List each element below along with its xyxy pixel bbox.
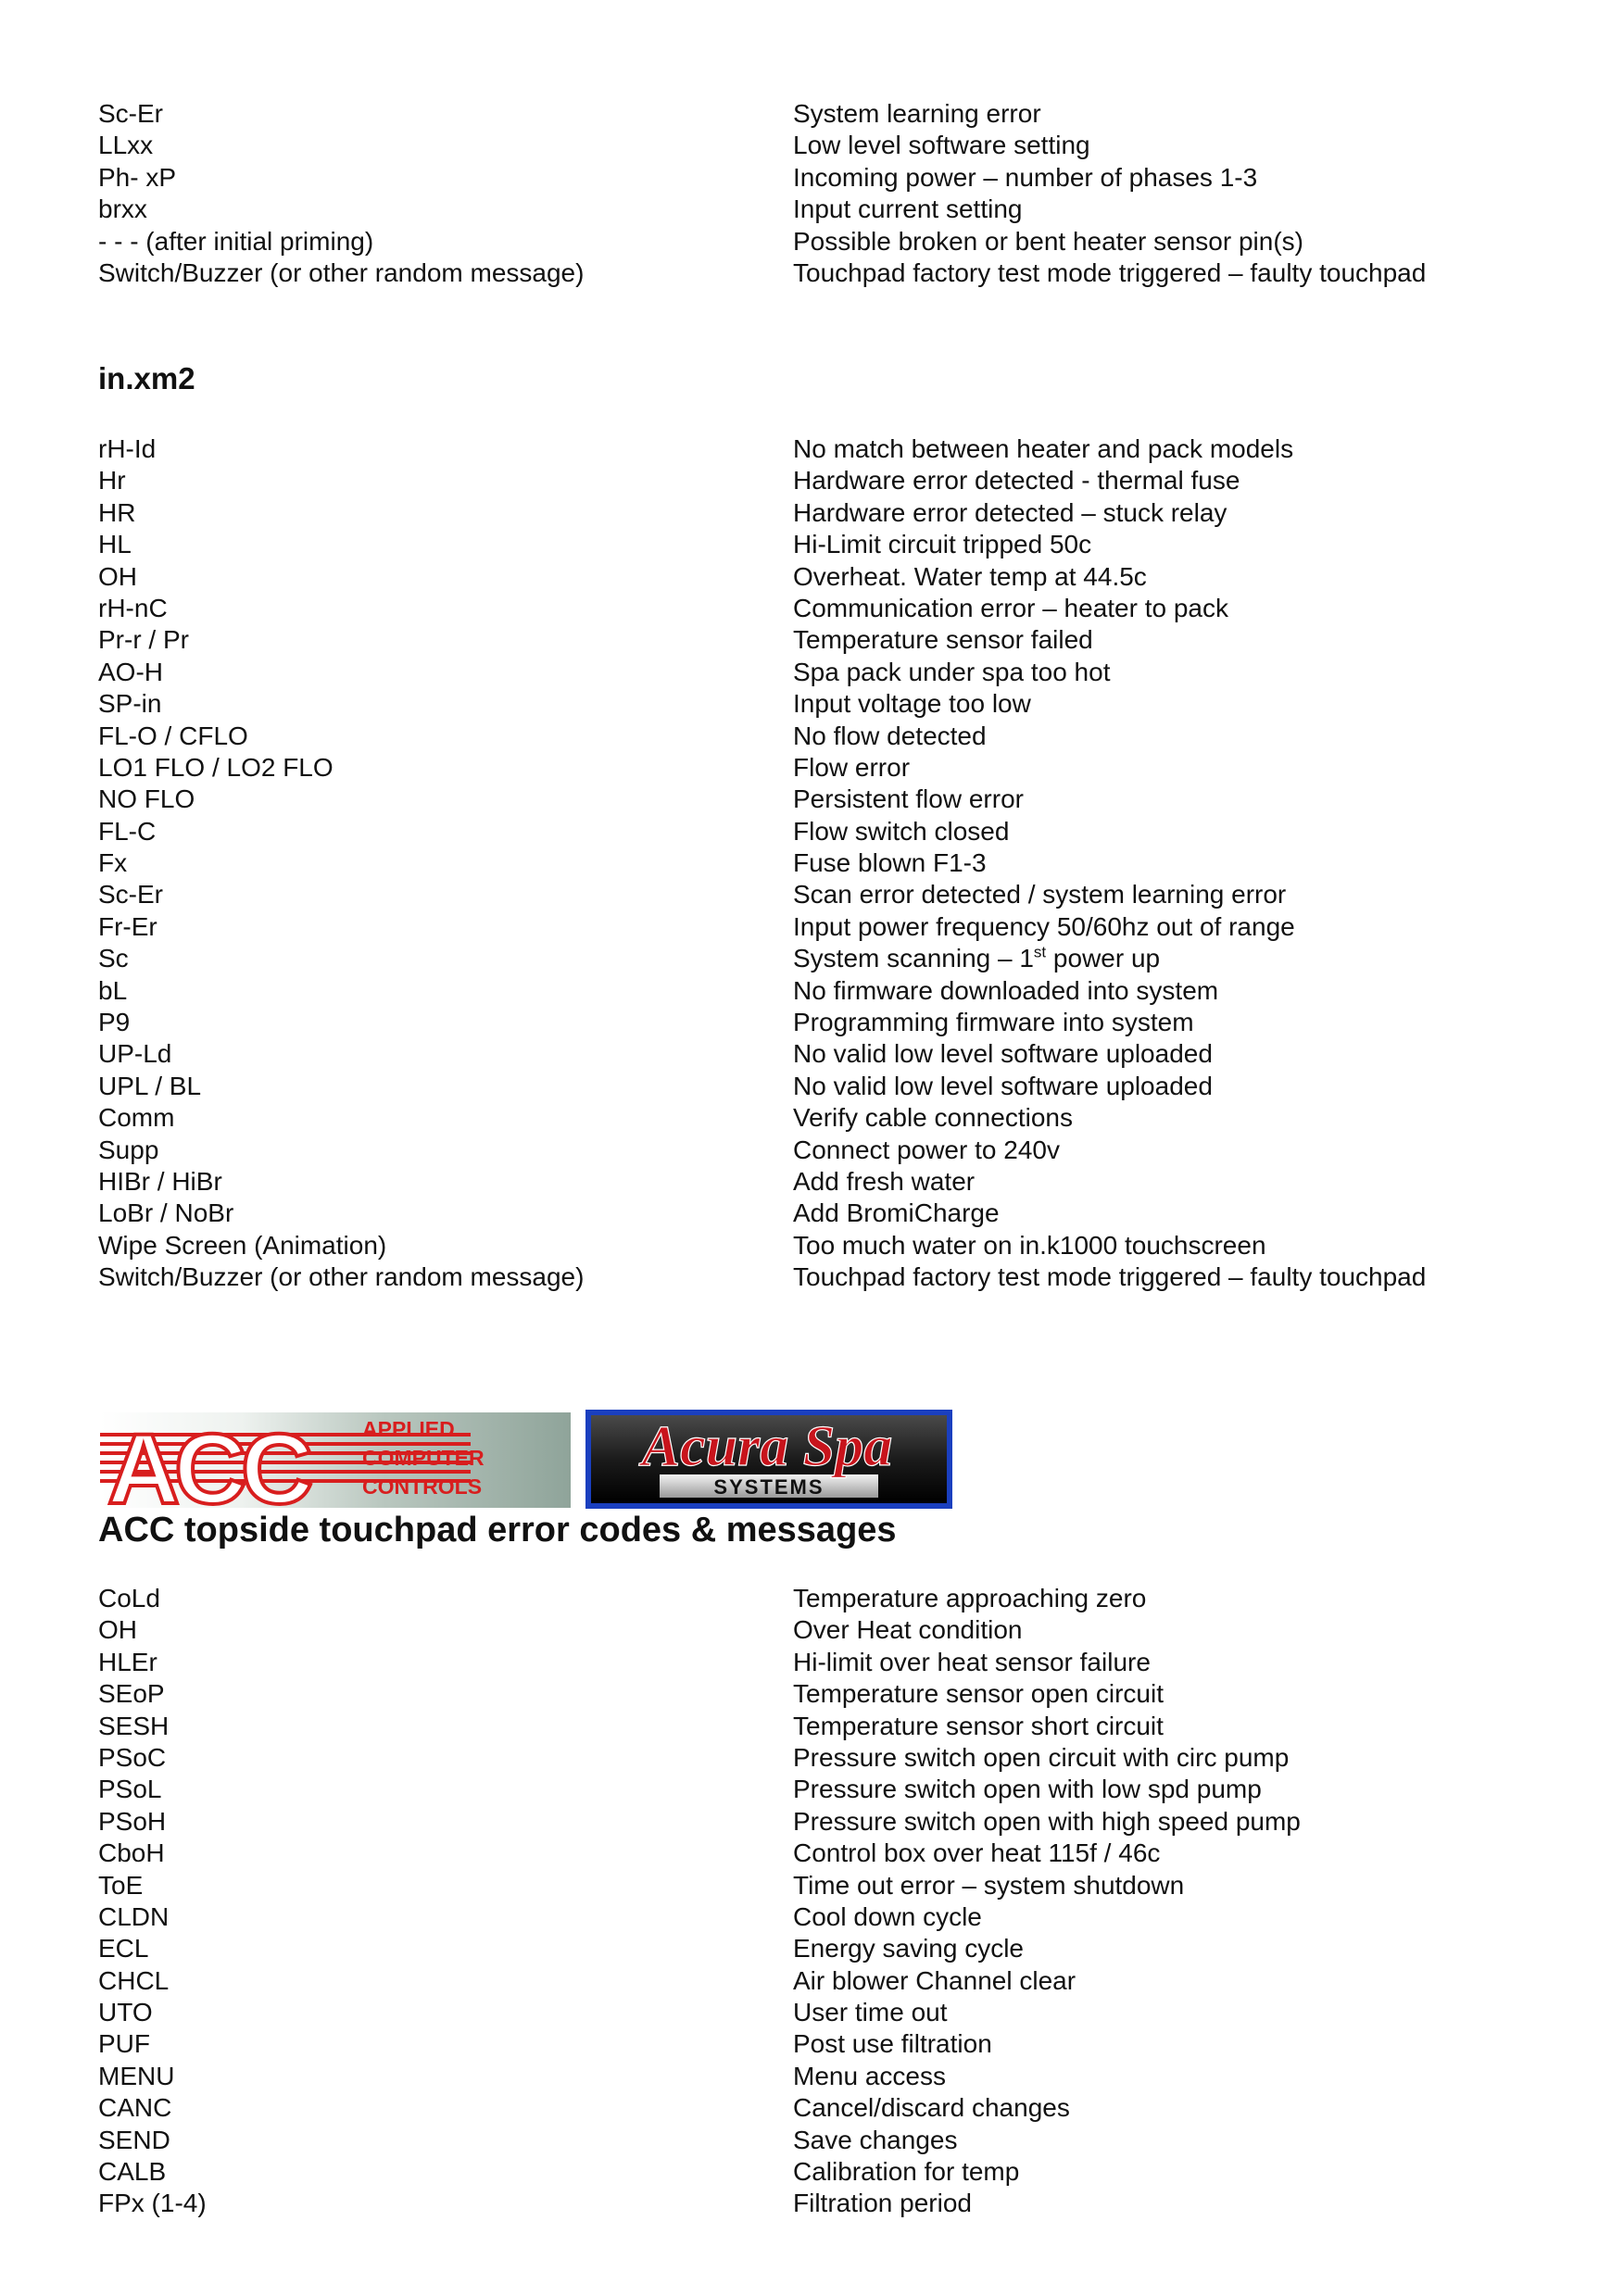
- error-code: OH: [98, 561, 137, 591]
- error-row: [98, 1711, 1543, 1742]
- error-row: [98, 1997, 1543, 2028]
- error-code: Fr-Er: [98, 911, 157, 941]
- error-description: Temperature sensor failed: [793, 625, 1093, 655]
- error-description: Flow error: [793, 752, 911, 782]
- acura-script-text: Acura Spa: [641, 1415, 893, 1478]
- error-row: [98, 529, 1543, 560]
- error-description: Cancel/discard changes: [793, 2093, 1070, 2123]
- error-row: [98, 1838, 1543, 1869]
- error-code: HLEr: [98, 1647, 157, 1676]
- error-code: NO FLO: [98, 784, 195, 814]
- error-description: Temperature sensor open circuit: [793, 1679, 1164, 1709]
- error-description: Connect power to 240v: [793, 1135, 1060, 1164]
- error-code: brxx: [98, 194, 147, 224]
- error-description: Energy saving cycle: [793, 1934, 1025, 1964]
- error-code: SESH: [98, 1711, 170, 1740]
- error-code: ToE: [98, 1870, 144, 1900]
- error-row: [98, 784, 1543, 815]
- error-description: Add fresh water: [793, 1166, 976, 1196]
- error-description: Scan error detected / system learning error: [793, 880, 1287, 910]
- error-row: [98, 1071, 1543, 1102]
- error-description: Save changes: [793, 2125, 958, 2154]
- error-row: [98, 2092, 1543, 2124]
- error-code: rH-Id: [98, 434, 157, 463]
- error-code-list-in-xm2: [98, 433, 1543, 1294]
- error-description: Touchpad factory test mode triggered – faulty touchpad: [793, 257, 1427, 287]
- error-row: [98, 943, 1543, 974]
- error-row: [98, 2156, 1543, 2188]
- error-description: User time out: [793, 1998, 948, 2027]
- error-code: HR: [98, 497, 136, 527]
- error-description: Possible broken or bent heater sensor pin(s): [793, 226, 1303, 256]
- error-description: Low level software setting: [793, 131, 1090, 160]
- error-code: LoBr / NoBr: [98, 1198, 234, 1228]
- error-code: FL-C: [98, 816, 157, 846]
- error-code: CALB: [98, 2157, 167, 2187]
- error-code: CboH: [98, 1838, 165, 1868]
- error-code: MENU: [98, 2061, 175, 2090]
- error-row: [98, 226, 1543, 257]
- error-row: [98, 1965, 1543, 1997]
- error-description: Pressure switch open with high speed pump: [793, 1806, 1301, 1836]
- error-code: Wipe Screen (Animation): [98, 1230, 387, 1260]
- error-row: [98, 1261, 1543, 1293]
- error-code: PSoL: [98, 1775, 162, 1804]
- error-code: UTO: [98, 1998, 153, 2027]
- error-row: [98, 1806, 1543, 1838]
- error-code: LLxx: [98, 131, 154, 160]
- error-description: No valid low level software uploaded: [793, 1071, 1213, 1100]
- error-row: [98, 688, 1543, 720]
- error-description: Filtration period: [793, 2189, 972, 2218]
- error-row: [98, 162, 1543, 194]
- error-row: [98, 593, 1543, 624]
- error-description: Incoming power – number of phases 1-3: [793, 162, 1258, 192]
- error-code: HIBr / HiBr: [98, 1166, 222, 1196]
- error-description: Calibration for temp: [793, 2157, 1020, 2187]
- error-code: SP-in: [98, 689, 162, 719]
- error-description-text: power up: [1046, 944, 1161, 973]
- error-description: Input current setting: [793, 194, 1023, 224]
- error-row: [98, 2188, 1543, 2219]
- error-row: [98, 194, 1543, 225]
- acura-systems-text: SYSTEMS: [713, 1475, 825, 1499]
- error-description: Hardware error detected - thermal fuse: [793, 466, 1240, 496]
- error-row: [98, 847, 1543, 879]
- error-description: Menu access: [793, 2061, 946, 2090]
- error-code: bL: [98, 975, 128, 1005]
- error-description: Over Heat condition: [793, 1615, 1023, 1645]
- error-description-text: System scanning – 1: [793, 944, 1034, 973]
- acc-logo-graphic: [100, 1412, 571, 1508]
- acura-spa-logo: [585, 1410, 952, 1509]
- acc-line-controls: CONTROLS: [362, 1474, 483, 1499]
- error-code: PSoH: [98, 1806, 167, 1836]
- error-code: Ph- xP: [98, 162, 177, 192]
- error-code-list-top: [98, 98, 1543, 289]
- error-description: Temperature sensor short circuit: [793, 1711, 1164, 1740]
- error-code: Sc-Er: [98, 99, 163, 128]
- error-description: Input power frequency 50/60hz out of range: [793, 911, 1295, 941]
- error-code: FL-O / CFLO: [98, 721, 248, 750]
- error-code: Supp: [98, 1135, 159, 1164]
- error-row: [98, 433, 1543, 465]
- error-description: Flow switch closed: [793, 816, 1010, 846]
- error-description: Persistent flow error: [793, 784, 1024, 814]
- error-code: OH: [98, 1615, 137, 1645]
- error-description: Spa pack under spa too hot: [793, 657, 1111, 686]
- error-code: Comm: [98, 1103, 175, 1133]
- error-row: [98, 624, 1543, 656]
- error-row: [98, 1198, 1543, 1229]
- error-description: No firmware downloaded into system: [793, 975, 1219, 1005]
- error-row: [98, 721, 1543, 752]
- error-description: Air blower Channel clear: [793, 1965, 1076, 1995]
- error-code: PSoC: [98, 1742, 167, 1772]
- error-description: Control box over heat 115f / 46c: [793, 1838, 1161, 1868]
- error-row: [98, 1135, 1543, 1166]
- error-description: Fuse blown F1-3: [793, 848, 987, 878]
- error-code: LO1 FLO / LO2 FLO: [98, 752, 334, 782]
- error-description: Verify cable connections: [793, 1103, 1073, 1133]
- error-code: SEND: [98, 2125, 170, 2154]
- error-code: Sc-Er: [98, 880, 163, 910]
- ordinal-superscript: st: [1033, 943, 1047, 961]
- error-code: CANC: [98, 2093, 172, 2123]
- error-code: CoLd: [98, 1584, 160, 1612]
- error-row: [98, 497, 1543, 529]
- error-description: Time out error – system shutdown: [793, 1870, 1185, 1900]
- error-row: [98, 1614, 1543, 1646]
- section-heading-in-xm2: in.xm2: [98, 361, 195, 395]
- error-description: Programming firmware into system: [793, 1008, 1194, 1037]
- error-row: [98, 1678, 1543, 1710]
- error-description: Pressure switch open circuit with circ pump: [793, 1742, 1290, 1772]
- error-row: [98, 657, 1543, 688]
- error-description: Pressure switch open with low spd pump: [793, 1775, 1262, 1804]
- error-description: Hardware error detected – stuck relay: [793, 497, 1227, 527]
- error-row: [98, 911, 1543, 943]
- acc-logo: [100, 1412, 571, 1508]
- error-code: rH-nC: [98, 593, 168, 622]
- error-code: AO-H: [98, 657, 163, 686]
- error-code: HL: [98, 530, 132, 559]
- error-row: [98, 2061, 1543, 2092]
- error-row: [98, 1583, 1543, 1614]
- error-code: Fx: [98, 848, 128, 878]
- error-description: Temperature approaching zero: [793, 1584, 1147, 1612]
- section-heading-acc: ACC topside touchpad error codes & messages: [98, 1511, 897, 1549]
- error-description: No match between heater and pack models: [793, 434, 1294, 463]
- error-code: UP-Ld: [98, 1039, 172, 1069]
- error-row: [98, 879, 1543, 910]
- error-description: Add BromiCharge: [793, 1198, 1000, 1228]
- error-code: Switch/Buzzer (or other random message): [98, 257, 585, 287]
- error-row: [98, 2125, 1543, 2156]
- error-code: PUF: [98, 2029, 150, 2059]
- error-row: [98, 1166, 1543, 1198]
- error-row: [98, 1933, 1543, 1964]
- error-code-list-acc: [98, 1583, 1543, 2220]
- error-row: [98, 752, 1543, 784]
- error-description: Post use filtration: [793, 2029, 992, 2059]
- error-row: [98, 2028, 1543, 2060]
- error-description: No valid low level software uploaded: [793, 1039, 1213, 1069]
- error-row: [98, 1647, 1543, 1678]
- error-code: Sc: [98, 944, 129, 973]
- error-code: CLDN: [98, 1901, 170, 1931]
- error-row: [98, 1230, 1543, 1261]
- error-description: Hi-Limit circuit tripped 50c: [793, 530, 1092, 559]
- error-row: [98, 130, 1543, 161]
- acc-line-applied: APPLIED: [362, 1417, 455, 1441]
- acc-letters: ACC: [107, 1412, 308, 1508]
- error-row: [98, 465, 1543, 496]
- acura-spa-logo-graphic: [585, 1410, 952, 1509]
- error-description: Touchpad factory test mode triggered – faulty touchpad: [793, 1262, 1427, 1292]
- error-description: No flow detected: [793, 721, 987, 750]
- error-description: System learning error: [793, 99, 1041, 128]
- error-row: [98, 1102, 1543, 1134]
- error-row: [98, 561, 1543, 593]
- error-row: [98, 1870, 1543, 1901]
- error-row: [98, 816, 1543, 847]
- acc-line-computer: COMPUTER: [362, 1446, 485, 1470]
- error-code: SEoP: [98, 1679, 165, 1709]
- error-code: - - - (after initial priming): [98, 226, 374, 256]
- error-description: Too much water on in.k1000 touchscreen: [793, 1230, 1266, 1260]
- error-description: Hi-limit over heat sensor failure: [793, 1647, 1151, 1676]
- error-code: Hr: [98, 466, 126, 496]
- error-code: Pr-r / Pr: [98, 625, 189, 655]
- error-row: [98, 1742, 1543, 1774]
- error-row: [98, 98, 1543, 130]
- error-description: Cool down cycle: [793, 1901, 982, 1931]
- error-code: UPL / BL: [98, 1071, 202, 1100]
- error-row: [98, 1007, 1543, 1038]
- error-description: Communication error – heater to pack: [793, 593, 1228, 622]
- error-code: CHCL: [98, 1965, 170, 1995]
- error-description: [793, 943, 1543, 974]
- error-description: Input voltage too low: [793, 689, 1031, 719]
- error-row: [98, 1901, 1543, 1933]
- error-description: Overheat. Water temp at 44.5c: [793, 561, 1147, 591]
- error-code: P9: [98, 1008, 131, 1037]
- error-row: [98, 1774, 1543, 1805]
- error-row: [98, 257, 1543, 289]
- error-code: Switch/Buzzer (or other random message): [98, 1262, 585, 1292]
- error-row: [98, 1038, 1543, 1070]
- error-row: [98, 975, 1543, 1007]
- error-code: ECL: [98, 1934, 149, 1964]
- error-code: FPx (1-4): [98, 2189, 207, 2218]
